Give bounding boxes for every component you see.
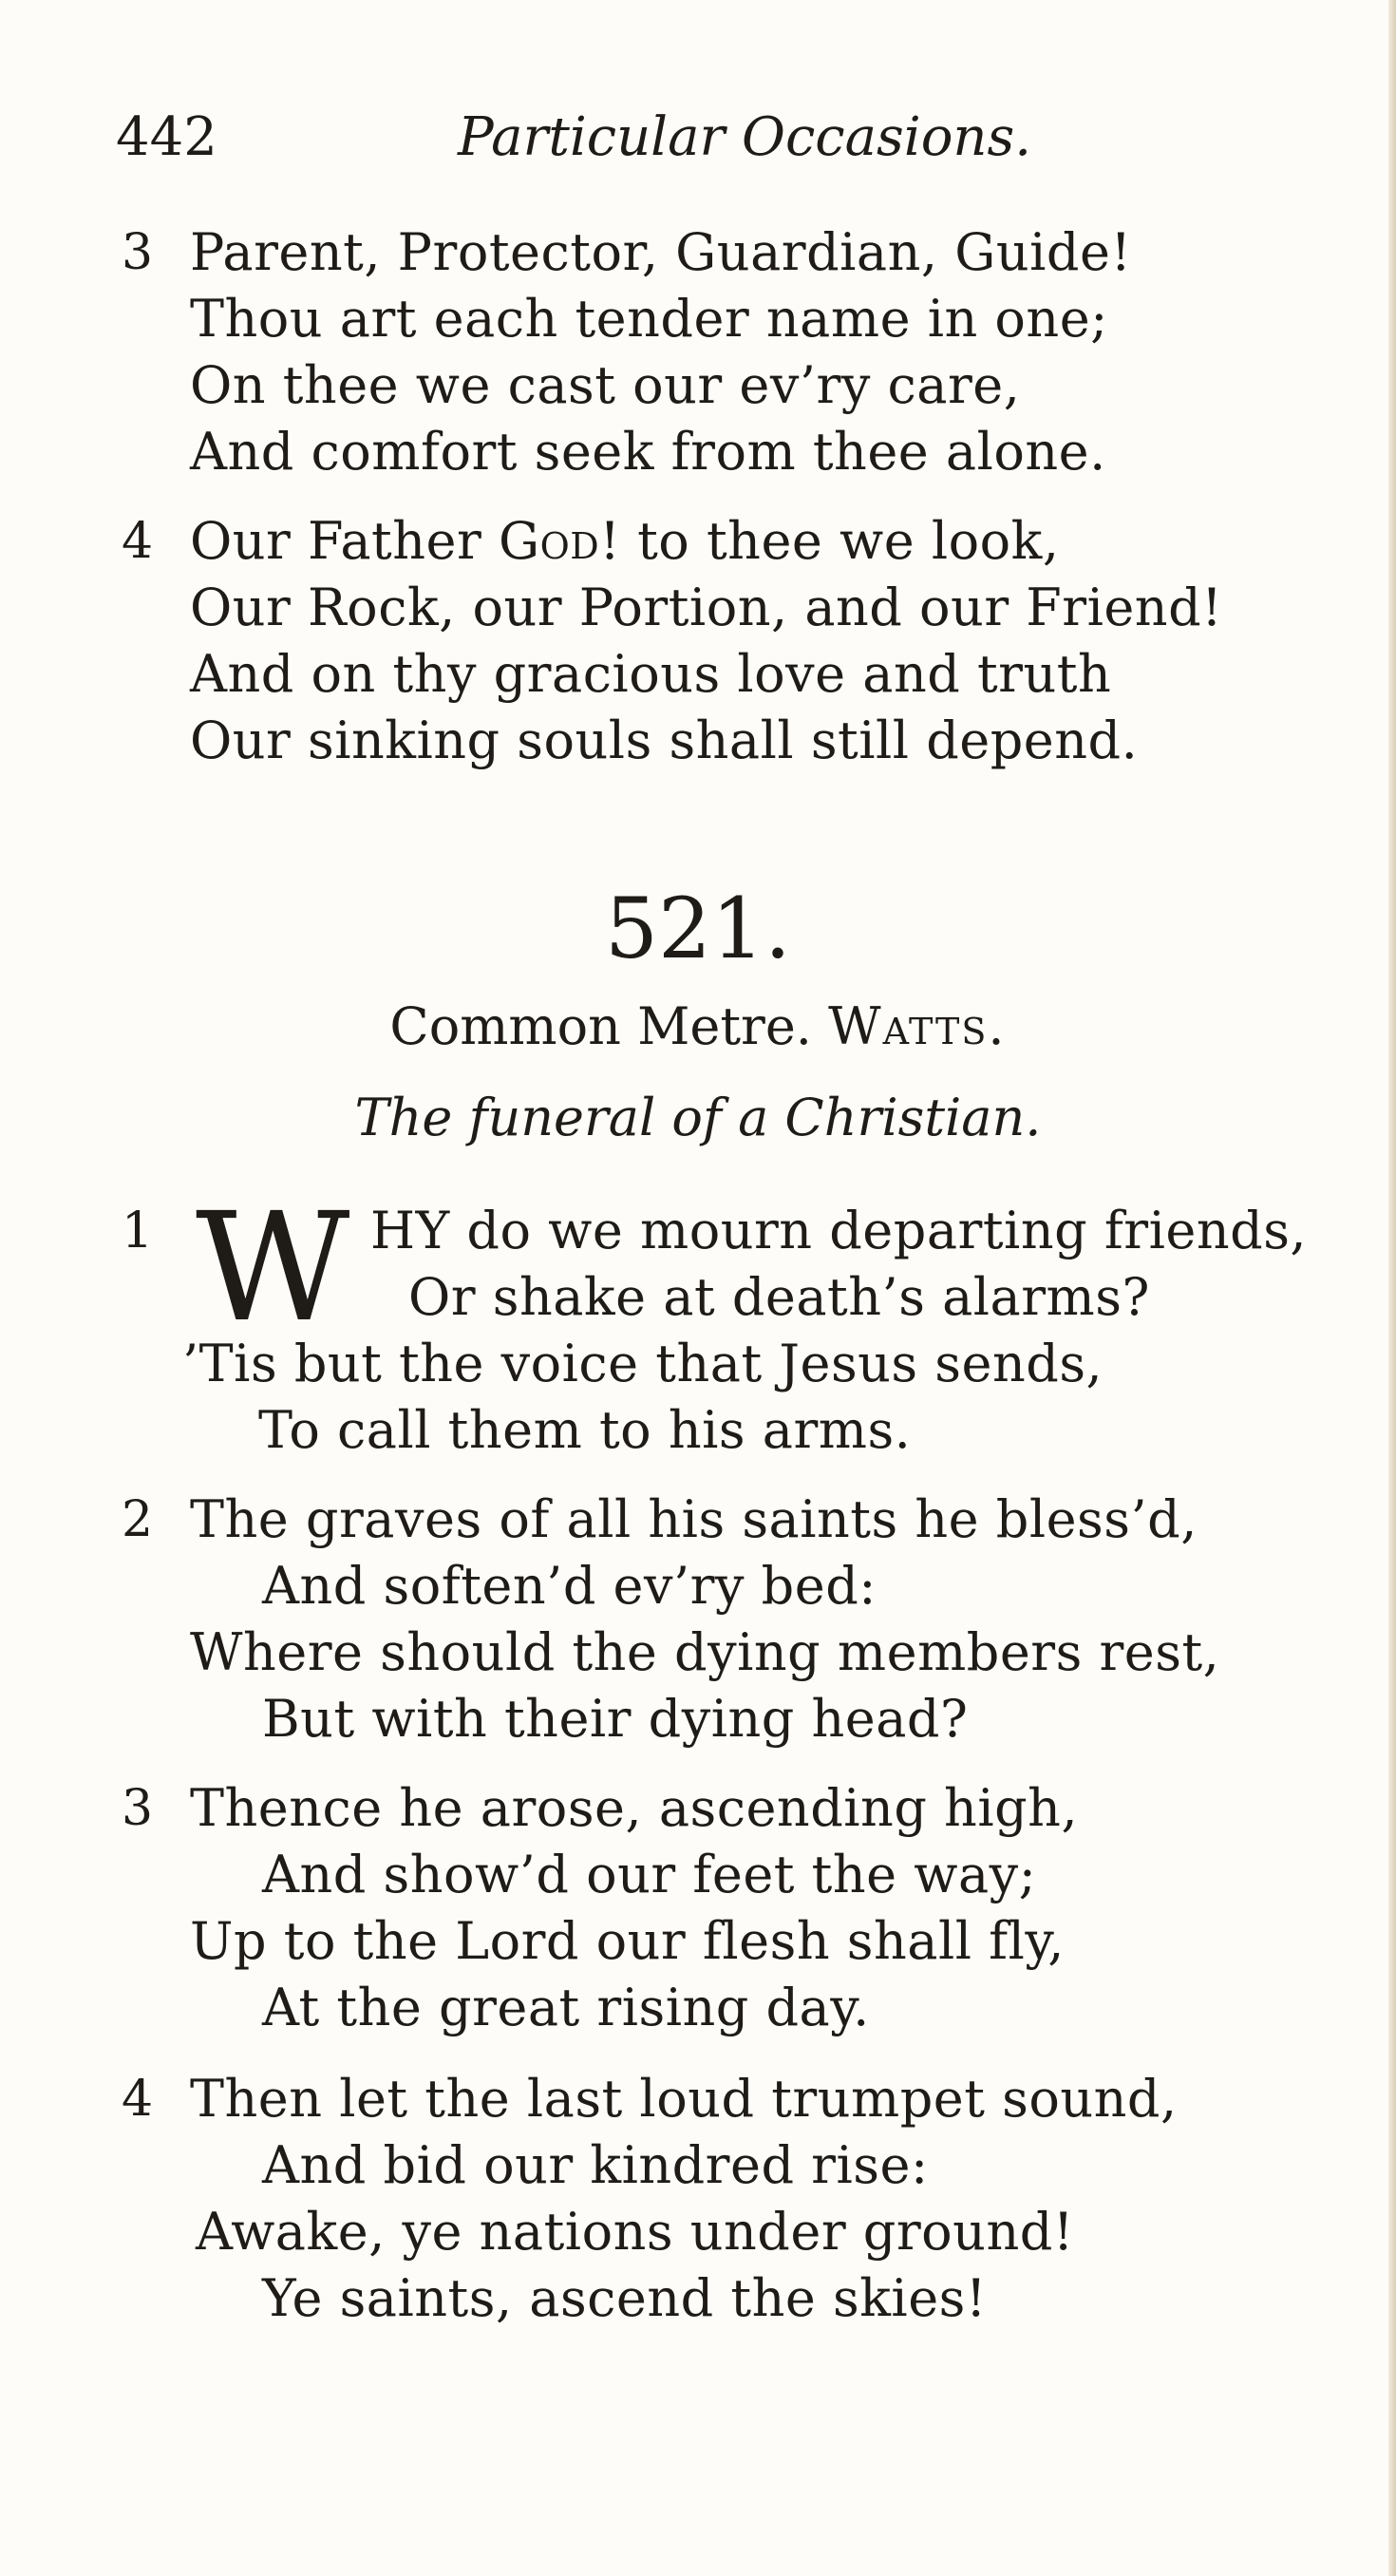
- stanza-number: 1: [122, 1203, 154, 1260]
- verse-line: Thou art each tender name in one;: [190, 289, 1108, 349]
- verse-line: HY do we mourn departing friends,: [370, 1201, 1308, 1260]
- stanza-number: 3: [122, 224, 154, 281]
- verse-line: To call them to his arms.: [258, 1400, 912, 1460]
- verse-line: And soften’d ev’ry bed:: [262, 1556, 877, 1616]
- verse-text: ! to thee we look,: [599, 511, 1060, 571]
- verse-line: On thee we cast our ev’ry care,: [190, 355, 1021, 415]
- verse-line: Our Rock, our Portion, and our Friend!: [190, 578, 1223, 637]
- hymn-subject: The funeral of a Christian.: [354, 1088, 1042, 1147]
- verse-line: Awake, ye nations under ground!: [196, 2202, 1075, 2262]
- verse-line: ’Tis but the voice that Jesus sends,: [182, 1334, 1104, 1393]
- divine-name: God: [498, 511, 600, 571]
- verse-line: Or shake at death’s alarms?: [408, 1267, 1150, 1327]
- verse-line: And bid our kindred rise:: [262, 2135, 929, 2195]
- metre: Common Metre.: [389, 996, 812, 1056]
- page-edge: [1388, 0, 1396, 2576]
- verse-line: Ye saints, ascend the skies!: [262, 2268, 988, 2328]
- verse-line: Our sinking souls shall still depend.: [190, 710, 1139, 770]
- verse-line: Then let the last loud trumpet sound,: [190, 2069, 1178, 2129]
- verse-line: Parent, Protector, Guardian, Guide!: [190, 222, 1132, 282]
- stanza-number: 4: [122, 2071, 154, 2128]
- verse-line: And show’d our feet the way;: [262, 1845, 1037, 1904]
- author: Watts.: [828, 996, 1007, 1056]
- stanza-number: 2: [122, 1491, 154, 1548]
- stanza-number: 3: [122, 1780, 154, 1837]
- hymn-metre-line: [0, 994, 1396, 1060]
- verse-line: And comfort seek from thee alone.: [190, 422, 1106, 482]
- verse-line: Up to the Lord our flesh shall fly,: [190, 1911, 1065, 1971]
- stanza-number: 4: [122, 513, 154, 570]
- drop-cap: W: [196, 1181, 350, 1355]
- running-title: Particular Occasions.: [458, 106, 1032, 168]
- verse-text: Our Father: [190, 511, 499, 571]
- verse-line: The graves of all his saints he bless’d,: [190, 1489, 1198, 1549]
- verse-line: But with their dying head?: [262, 1689, 969, 1749]
- verse-line: And on thy gracious love and truth: [190, 644, 1112, 704]
- verse-line: Thence he arose, ascending high,: [190, 1778, 1079, 1838]
- hymn-number: 521.: [605, 880, 791, 977]
- verse-line: Where should the dying members rest,: [190, 1622, 1220, 1682]
- page-number: 442: [116, 106, 217, 168]
- verse-line: At the great rising day.: [262, 1978, 870, 2037]
- verse-line: [190, 509, 1060, 574]
